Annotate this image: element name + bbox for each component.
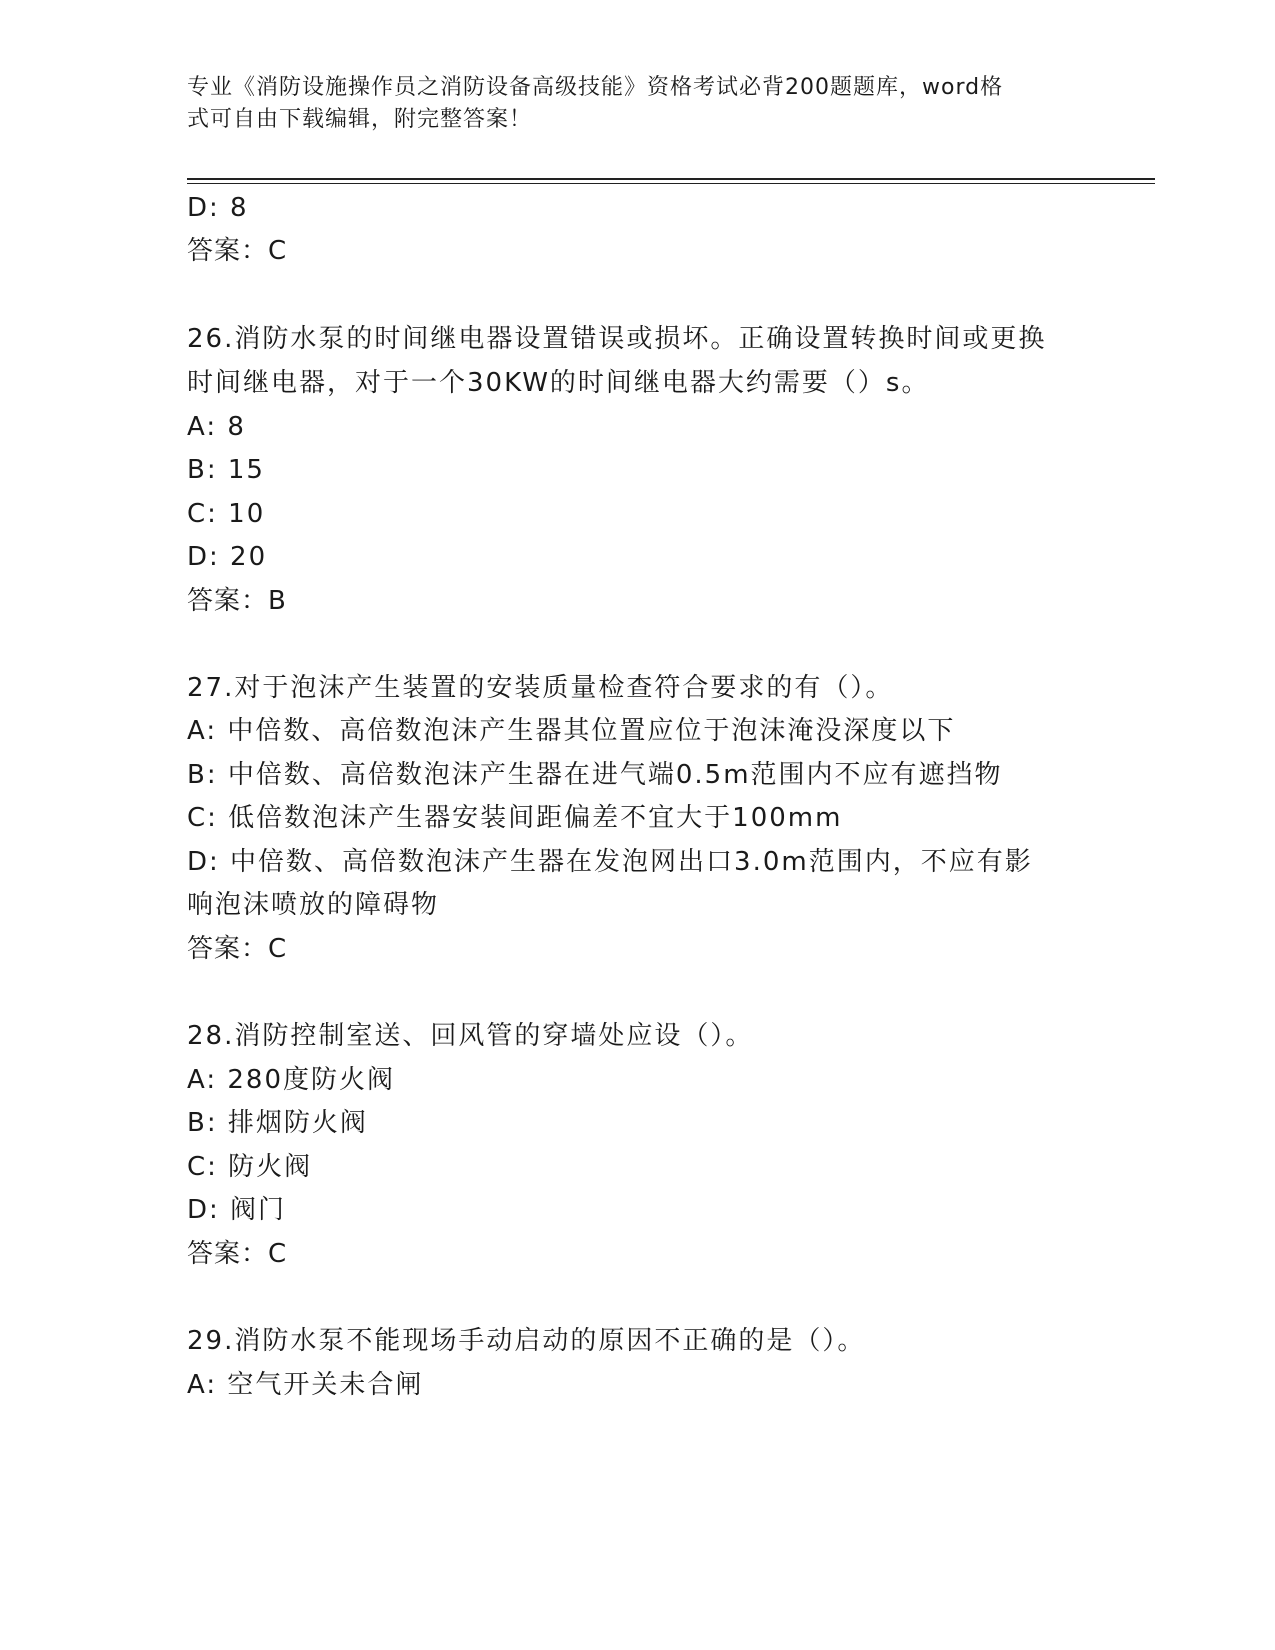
header-line-2: 式可自由下载编辑，附完整答案！ bbox=[187, 107, 533, 132]
document-header bbox=[187, 72, 1067, 136]
option-a-q29: A: 空气开关未合闸 bbox=[187, 1370, 424, 1400]
option-a-q28: A: 280度防火阀 bbox=[187, 1065, 395, 1095]
option-c-q26: C: 10 bbox=[187, 499, 266, 529]
header-line-1: 专业《消防设施操作员之消防设备高级技能》资格考试必背200题题库，word格 bbox=[187, 75, 1004, 100]
answer-q27: 答案：C bbox=[187, 934, 288, 964]
question-28: 28.消防控制室送、回风管的穿墙处应设（）。 bbox=[187, 1021, 754, 1051]
option-c-q28: C: 防火阀 bbox=[187, 1152, 313, 1182]
answer-q28: 答案：C bbox=[187, 1239, 288, 1269]
answer-q25: 答案：C bbox=[187, 236, 288, 266]
option-b-q27: B: 中倍数、高倍数泡沫产生器在进气端0.5m范围内不应有遮挡物 bbox=[187, 760, 1003, 790]
option-b-q26: B: 15 bbox=[187, 455, 265, 485]
option-d-q26: D: 20 bbox=[187, 542, 268, 572]
question-26-line-1: 26.消防水泵的时间继电器设置错误或损坏。正确设置转换时间或更换 bbox=[187, 324, 1047, 354]
option-d-q27-line-2: 响泡沫喷放的障碍物 bbox=[187, 890, 440, 920]
option-d-q28: D: 阀门 bbox=[187, 1195, 287, 1225]
option-b-q28: B: 排烟防火阀 bbox=[187, 1108, 368, 1138]
question-27: 27.对于泡沫产生装置的安装质量检查符合要求的有（）。 bbox=[187, 673, 894, 703]
question-26-line-2: 时间继电器，对于一个30KW的时间继电器大约需要（）s。 bbox=[187, 368, 930, 398]
header-divider-thick bbox=[187, 178, 1155, 180]
option-d-q25: D: 8 bbox=[187, 193, 249, 223]
question-29: 29.消防水泵不能现场手动启动的原因不正确的是（）。 bbox=[187, 1326, 866, 1356]
header-divider-thin bbox=[187, 183, 1155, 184]
answer-q26: 答案：B bbox=[187, 586, 287, 616]
option-d-q27-line-1: D: 中倍数、高倍数泡沫产生器在发泡网出口3.0m范围内，不应有影 bbox=[187, 847, 1033, 877]
option-a-q27: A: 中倍数、高倍数泡沫产生器其位置应位于泡沫淹没深度以下 bbox=[187, 716, 956, 746]
option-c-q27: C: 低倍数泡沫产生器安装间距偏差不宜大于100mm bbox=[187, 803, 843, 833]
option-a-q26: A: 8 bbox=[187, 412, 246, 442]
